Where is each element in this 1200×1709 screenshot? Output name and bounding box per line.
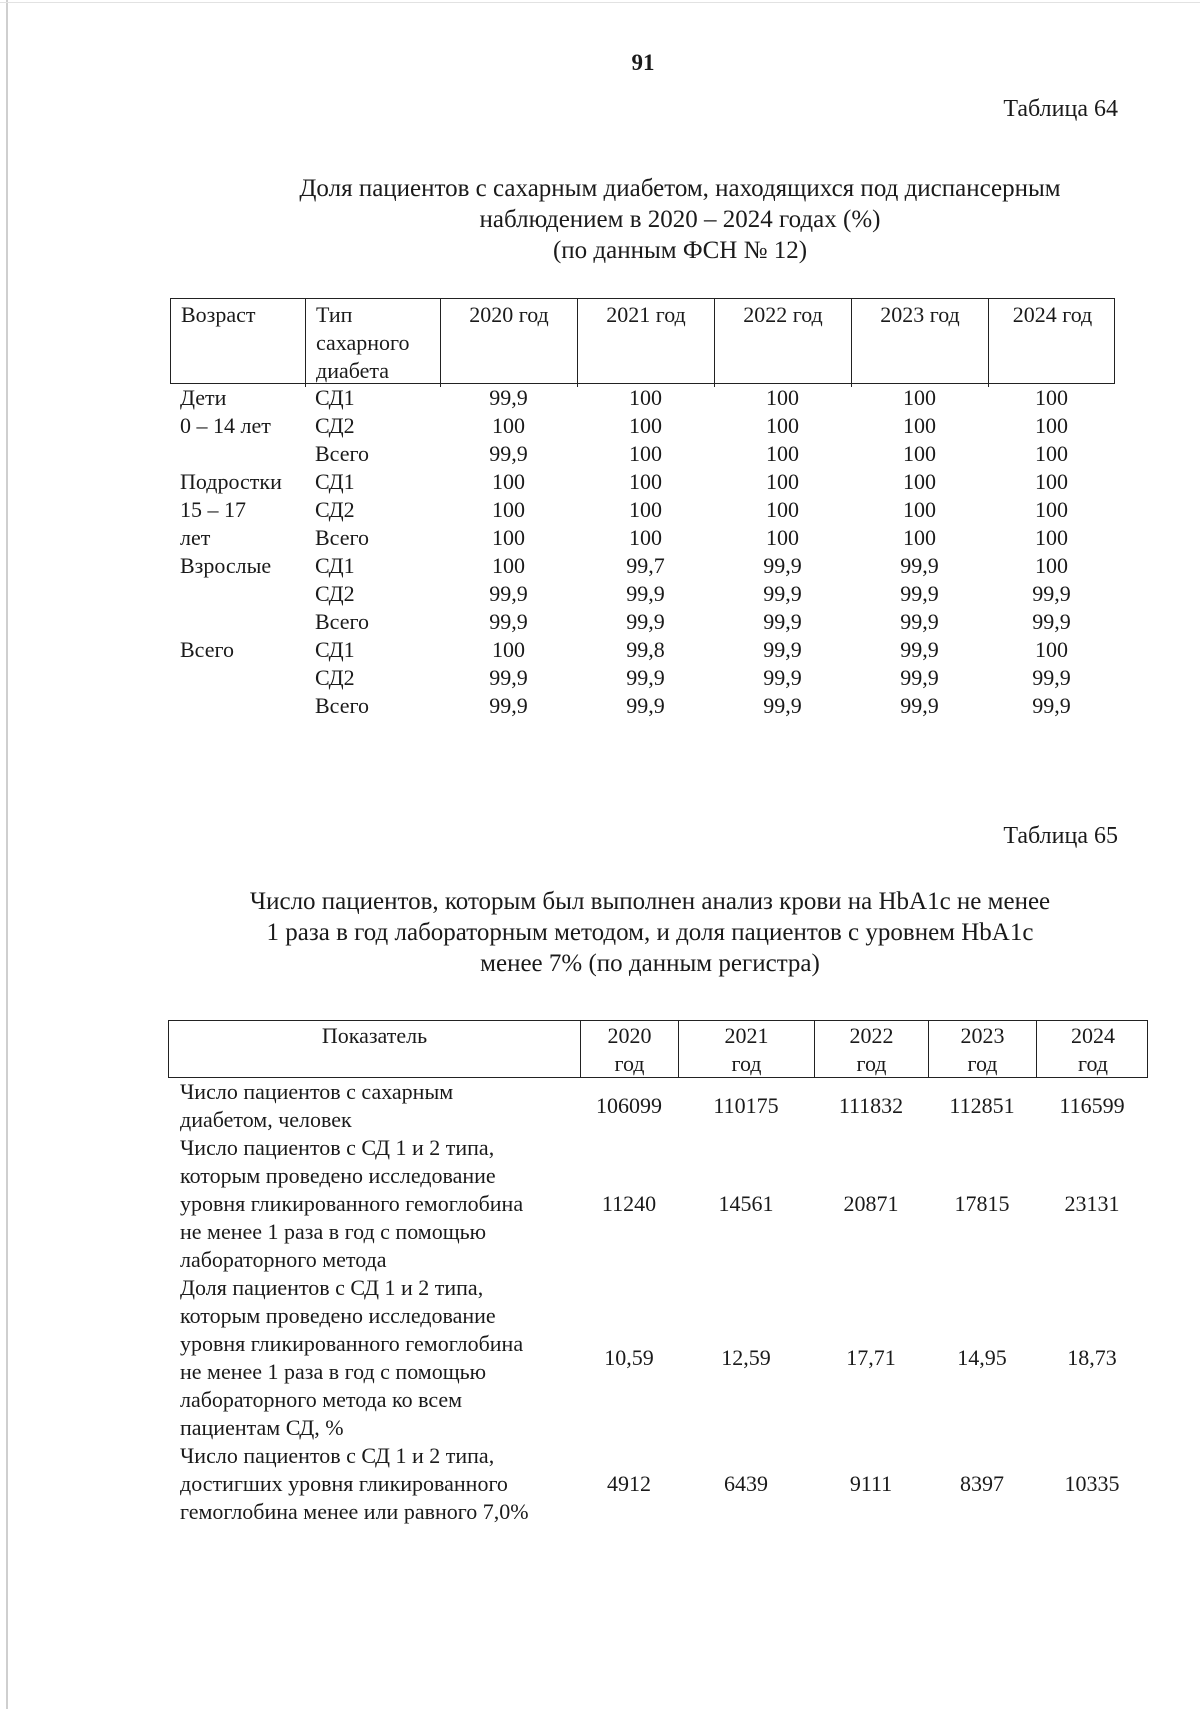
- value-cell: 10,59: [604, 1345, 654, 1370]
- value-cell: 99,9: [763, 637, 802, 662]
- value-cell: 110175: [713, 1093, 779, 1118]
- value-cell: 100: [903, 413, 936, 438]
- table-64-body: [170, 384, 1115, 720]
- value-cell: 23131: [1064, 1191, 1120, 1216]
- value-cell: 9111: [849, 1471, 893, 1496]
- indicator-line: уровня гликированного гемоглобина: [180, 1191, 524, 1216]
- table-row: [170, 552, 1115, 580]
- value-cell: 99,7: [626, 553, 665, 578]
- header-year-unit: год: [967, 1051, 998, 1076]
- indicator-line: диабетом, человек: [180, 1107, 352, 1132]
- age-cell: [170, 664, 305, 692]
- value-cell: 100: [766, 385, 799, 410]
- value-cell: 99,9: [626, 581, 665, 606]
- value-cell: 17,71: [846, 1345, 896, 1370]
- type-cell: Всего: [315, 609, 369, 634]
- indicator-line: Доля пациентов с СД 1 и 2 типа,: [180, 1275, 484, 1300]
- type-cell: СД1: [315, 637, 355, 662]
- table-row: [170, 524, 1115, 552]
- indicator-line: которым проведено исследование: [180, 1303, 496, 1328]
- header-age: Возраст: [171, 299, 306, 387]
- header-year-unit: год: [731, 1051, 762, 1076]
- age-cell: Всего: [180, 637, 234, 662]
- value-cell: 99,9: [763, 581, 802, 606]
- value-cell: 99,9: [1032, 609, 1071, 634]
- value-cell: 11240: [601, 1191, 657, 1216]
- value-cell: 100: [903, 525, 936, 550]
- title-line: наблюдением в 2020 – 2024 годах (%): [479, 206, 881, 233]
- value-cell: 99,9: [900, 553, 939, 578]
- value-cell: 99,9: [1032, 693, 1071, 718]
- type-cell: Всего: [315, 525, 369, 550]
- table-65-header: [168, 1020, 1148, 1078]
- age-cell: [170, 440, 305, 468]
- value-cell: 99,9: [763, 609, 802, 634]
- table-64-label: Таблица 64: [1003, 96, 1118, 122]
- header-year-value: 2023: [960, 1023, 1005, 1048]
- type-cell: СД2: [315, 413, 355, 438]
- table-row: [170, 580, 1115, 608]
- value-cell: 100: [492, 469, 525, 494]
- indicator-line: пациентам СД, %: [180, 1415, 344, 1440]
- table-65-title: [180, 886, 1120, 979]
- indicator-line: достигших уровня гликированного: [180, 1471, 508, 1496]
- age-cell: Взрослые: [180, 553, 272, 578]
- value-cell: 100: [629, 469, 662, 494]
- value-cell: 100: [903, 441, 936, 466]
- indicator-cell: [168, 1274, 580, 1442]
- type-cell: СД1: [315, 469, 355, 494]
- value-cell: 100: [903, 469, 936, 494]
- indicator-line: лабораторного метода ко всем: [180, 1387, 463, 1412]
- value-cell: 116599: [1059, 1093, 1125, 1118]
- title-line: Число пациентов, которым был выполнен анализ крови на HbA1c не менее: [249, 888, 1051, 915]
- value-cell: 99,9: [1032, 665, 1071, 690]
- value-cell: 100: [1035, 413, 1068, 438]
- value-cell: 100: [629, 497, 662, 522]
- age-cell: Подростки: [180, 469, 282, 494]
- value-cell: 100: [1035, 385, 1068, 410]
- value-cell: 17815: [954, 1191, 1010, 1216]
- value-cell: 99,9: [489, 693, 528, 718]
- table-65-label: Таблица 65: [1003, 823, 1118, 849]
- value-cell: 99,9: [763, 665, 802, 690]
- title-line: Доля пациентов с сахарным диабетом, находящихся под диспансерным: [299, 175, 1061, 202]
- header-indicator: Показатель: [169, 1021, 581, 1078]
- age-cell: [170, 692, 305, 720]
- value-cell: 99,9: [763, 693, 802, 718]
- value-cell: 99,9: [626, 665, 665, 690]
- header-year: 2024 год: [1012, 302, 1093, 327]
- value-cell: 100: [629, 441, 662, 466]
- value-cell: 8397: [960, 1471, 1004, 1496]
- header-year: 2022 год: [715, 299, 852, 387]
- value-cell: 100: [766, 525, 799, 550]
- value-cell: 99,9: [489, 581, 528, 606]
- value-cell: 100: [629, 413, 662, 438]
- table-65: [168, 1020, 1148, 1526]
- indicator-line: Число пациентов с сахарным: [180, 1079, 454, 1104]
- value-cell: 100: [629, 525, 662, 550]
- table-row: [170, 440, 1115, 468]
- header-year: [1037, 1021, 1149, 1078]
- header-year: [679, 1021, 815, 1078]
- value-cell: 99,9: [900, 665, 939, 690]
- table-row: [170, 664, 1115, 692]
- value-cell: 100: [1035, 525, 1068, 550]
- header-year-value: 2024: [1071, 1023, 1115, 1048]
- age-cell: 15 – 17: [180, 497, 246, 522]
- value-cell: 100: [766, 497, 799, 522]
- title-line: менее 7% (по данным регистра): [480, 950, 820, 977]
- value-cell: 99,9: [626, 693, 665, 718]
- table-row: [168, 1134, 1148, 1274]
- value-cell: 14561: [718, 1191, 774, 1216]
- table-65-body: [168, 1078, 1148, 1526]
- value-cell: 100: [766, 413, 799, 438]
- header-year: [929, 1021, 1037, 1078]
- indicator-line: которым проведено исследование: [180, 1163, 496, 1188]
- value-cell: 111832: [838, 1093, 904, 1118]
- table-64: [170, 298, 1115, 720]
- header-type-line: диабета: [316, 358, 390, 383]
- header-year-value: 2021: [724, 1023, 769, 1048]
- table-row: [170, 608, 1115, 636]
- table-row: [170, 496, 1115, 524]
- header-year-unit: год: [614, 1051, 645, 1076]
- age-cell: [170, 608, 305, 636]
- indicator-cell: [168, 1078, 580, 1134]
- header-year-unit: год: [856, 1051, 887, 1076]
- header-year: [581, 1021, 679, 1078]
- type-cell: Всего: [315, 693, 369, 718]
- value-cell: 99,9: [626, 609, 665, 634]
- value-cell: 100: [1035, 497, 1068, 522]
- type-cell: СД2: [315, 581, 355, 606]
- indicator-cell: [168, 1134, 580, 1274]
- table-row: [170, 636, 1115, 664]
- title-line: 1 раза в год лабораторным методом, и доля пациентов с уровнем HbA1c: [266, 919, 1034, 946]
- header-year-value: 2022: [849, 1023, 894, 1048]
- age-cell: лет: [180, 525, 211, 550]
- indicator-line: лабораторного метода: [180, 1247, 387, 1272]
- value-cell: 100: [492, 553, 525, 578]
- value-cell: 99,9: [900, 637, 939, 662]
- header-diabetes-type: [306, 299, 441, 387]
- indicator-line: не менее 1 раза в год с помощью: [180, 1219, 487, 1244]
- header-year-value: 2020: [607, 1023, 652, 1048]
- table-64-title: [240, 173, 1120, 266]
- value-cell: 100: [766, 441, 799, 466]
- header-year: 2021 год: [578, 299, 715, 387]
- value-cell: 99,9: [900, 581, 939, 606]
- scan-top-line: [0, 2, 1200, 3]
- value-cell: 100: [903, 497, 936, 522]
- table-row: [170, 412, 1115, 440]
- page-number: 91: [631, 50, 655, 75]
- value-cell: 100: [1035, 441, 1068, 466]
- title-line: (по данным ФСН № 12): [552, 237, 808, 264]
- value-cell: 100: [903, 385, 936, 410]
- value-cell: 100: [1035, 637, 1068, 662]
- value-cell: 14,95: [957, 1345, 1007, 1370]
- value-cell: 99,9: [489, 441, 528, 466]
- value-cell: 99,9: [763, 553, 802, 578]
- value-cell: 100: [492, 413, 525, 438]
- value-cell: 99,9: [489, 385, 528, 410]
- header-year: 2023 год: [852, 299, 989, 387]
- value-cell: 10335: [1064, 1471, 1120, 1496]
- header-type-line: сахарного: [316, 330, 410, 355]
- value-cell: 99,9: [489, 665, 528, 690]
- value-cell: 99,9: [489, 609, 528, 634]
- table-64-header: [170, 298, 1115, 384]
- indicator-line: Число пациентов с СД 1 и 2 типа,: [180, 1135, 495, 1160]
- value-cell: 18,73: [1067, 1345, 1117, 1370]
- value-cell: 4912: [607, 1471, 651, 1496]
- value-cell: 12,59: [721, 1345, 771, 1370]
- value-cell: 100: [1035, 469, 1068, 494]
- type-cell: СД2: [315, 497, 355, 522]
- scan-edge-line: [6, 0, 8, 1709]
- value-cell: 100: [492, 525, 525, 550]
- indicator-line: не менее 1 раза в год с помощью: [180, 1359, 487, 1384]
- value-cell: 99,8: [626, 637, 665, 662]
- header-year: 2020 год: [441, 299, 578, 387]
- value-cell: 100: [629, 385, 662, 410]
- table-row: [170, 468, 1115, 496]
- type-cell: СД2: [315, 665, 355, 690]
- value-cell: 99,9: [1032, 581, 1071, 606]
- value-cell: 100: [766, 469, 799, 494]
- indicator-line: гемоглобина менее или равного 7,0%: [180, 1499, 529, 1524]
- header-year-unit: год: [1077, 1051, 1109, 1076]
- header-year: [815, 1021, 929, 1078]
- type-cell: СД1: [315, 553, 355, 578]
- age-cell: 0 – 14 лет: [180, 413, 271, 438]
- age-cell: [170, 580, 305, 608]
- value-cell: 20871: [843, 1191, 899, 1216]
- value-cell: 100: [492, 497, 525, 522]
- table-row: [168, 1078, 1148, 1134]
- indicator-cell: [168, 1442, 580, 1526]
- type-cell: СД1: [315, 385, 355, 410]
- value-cell: 100: [492, 637, 525, 662]
- age-cell: Дети: [180, 385, 227, 410]
- value-cell: 99,9: [900, 693, 939, 718]
- table-row: [168, 1274, 1148, 1442]
- table-row: [170, 384, 1115, 412]
- indicator-line: уровня гликированного гемоглобина: [180, 1331, 524, 1356]
- header-type-line: Тип: [316, 302, 353, 327]
- value-cell: 99,9: [900, 609, 939, 634]
- indicator-line: Число пациентов с СД 1 и 2 типа,: [180, 1443, 495, 1468]
- type-cell: Всего: [315, 441, 369, 466]
- value-cell: 6439: [724, 1471, 768, 1496]
- table-row: [170, 692, 1115, 720]
- table-row: [168, 1442, 1148, 1526]
- value-cell: 106099: [596, 1093, 662, 1118]
- value-cell: 100: [1035, 553, 1068, 578]
- value-cell: 112851: [949, 1093, 1015, 1118]
